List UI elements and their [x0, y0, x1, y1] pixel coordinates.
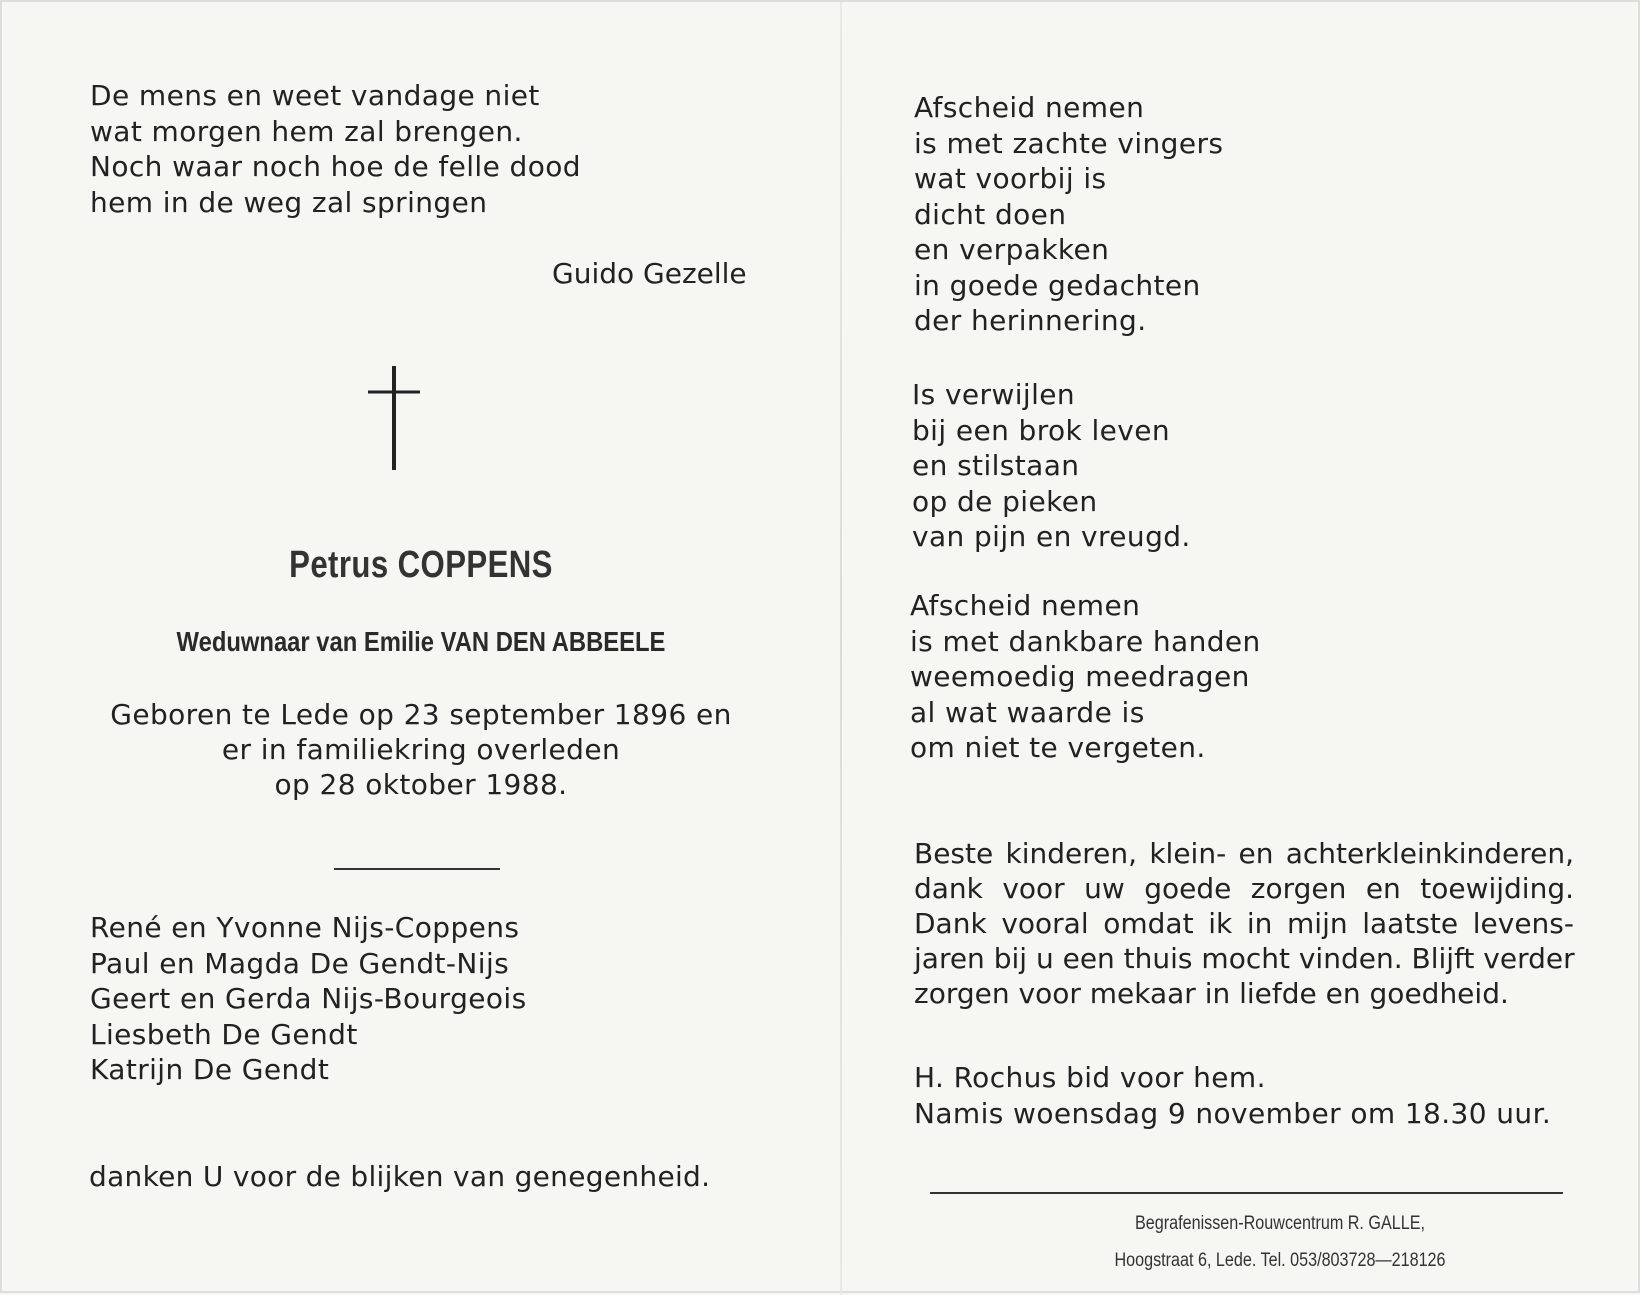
family-member: Geert en Gerda Nijs-Bourgeois	[90, 982, 527, 1015]
undertaker-address: Hoogstraat 6, Lede. Tel. 053/803728—218126	[1114, 1250, 1446, 1271]
message-line: jaren bij u een thuis mocht vinden. Blijft verder	[914, 942, 1575, 975]
family-member: René en Yvonne Nijs-Coppens	[90, 911, 520, 944]
poem-line: bij een brok leven	[912, 413, 1170, 447]
deceased-name: Petrus COPPENS	[289, 544, 553, 586]
message-line: Beste kinderen, klein- en achterkleinkinderen,	[914, 837, 1574, 870]
info-line: er in familiekring overleden	[221, 733, 621, 766]
poem-line: Afscheid nemen	[910, 589, 1141, 622]
poem-stanza-3	[910, 588, 1261, 766]
poem-line: wat voorbij is	[914, 162, 1107, 195]
spouse-line: Weduwnaar van Emilie VAN DEN ABBEELE	[176, 626, 666, 657]
family-member: Katrijn De Gendt	[90, 1053, 330, 1086]
poem-line: is met zachte vingers	[914, 126, 1224, 160]
poem-line: in goede gedachten	[914, 268, 1201, 302]
poem-line: der herinnering.	[914, 304, 1147, 337]
poem-line: Is verwijlen	[912, 378, 1076, 411]
poem-line: van pijn en vreugd.	[912, 520, 1191, 553]
quote-author: Guido Gezelle	[552, 257, 747, 290]
poem-line: dicht doen	[914, 197, 1067, 231]
message-line: zorgen voor mekaar in liefde en goedheid.	[914, 977, 1509, 1010]
quote-line: wat morgen hem zal brengen.	[90, 114, 523, 148]
divider	[334, 868, 500, 870]
undertaker-name: Begrafenissen-Rouwcentrum R. GALLE,	[1135, 1213, 1425, 1234]
divider	[930, 1192, 1563, 1194]
poem-line: om niet te vergeten.	[910, 731, 1206, 764]
poem-line: Afscheid nemen	[914, 91, 1145, 124]
quote-line: hem in de weg zal springen	[90, 185, 488, 219]
message-line: Dank vooral omdat ik in mijn laatste levens-	[914, 907, 1574, 940]
poem-line: is met dankbare handen	[910, 624, 1261, 658]
info-line: op 28 oktober 1988.	[274, 768, 568, 801]
family-member: Liesbeth De Gendt	[90, 1017, 358, 1051]
message-line: dank voor uw goede zorgen en toewijding.	[914, 872, 1574, 905]
left-panel	[2, 2, 840, 1295]
prayer-line: H. Rochus bid voor hem.	[914, 1061, 1266, 1094]
quote-line: Noch waar noch hoe de felle dood	[90, 150, 581, 183]
info-line: Geboren te Lede op 23 september 1896 en	[110, 698, 732, 731]
thanks-line: danken U voor de blijken van genegenheid.	[89, 1160, 711, 1193]
poem-line: en verpakken	[914, 233, 1110, 266]
farewell-message	[914, 836, 1574, 1011]
quote-line: De mens en weet vandage niet	[90, 79, 540, 112]
family-list	[90, 910, 527, 1088]
poem-stanza-2	[912, 377, 1191, 555]
poem-stanza-1	[914, 90, 1223, 339]
poem-line: op de pieken	[912, 484, 1098, 518]
fold-line	[840, 2, 842, 1295]
poem-line: weemoedig meedragen	[910, 660, 1250, 693]
prayer-and-mass	[914, 1060, 1551, 1131]
poem-line: en stilstaan	[912, 449, 1080, 482]
poem-line: al wat waarde is	[910, 695, 1145, 729]
family-member: Paul en Magda De Gendt-Nijs	[90, 946, 510, 980]
birth-death-info	[2, 697, 840, 802]
mass-line: Namis woensdag 9 november om 18.30 uur.	[914, 1096, 1552, 1130]
undertaker-imprint	[1051, 1205, 1510, 1279]
latin-cross-icon	[368, 366, 420, 470]
opening-quote	[90, 78, 581, 220]
